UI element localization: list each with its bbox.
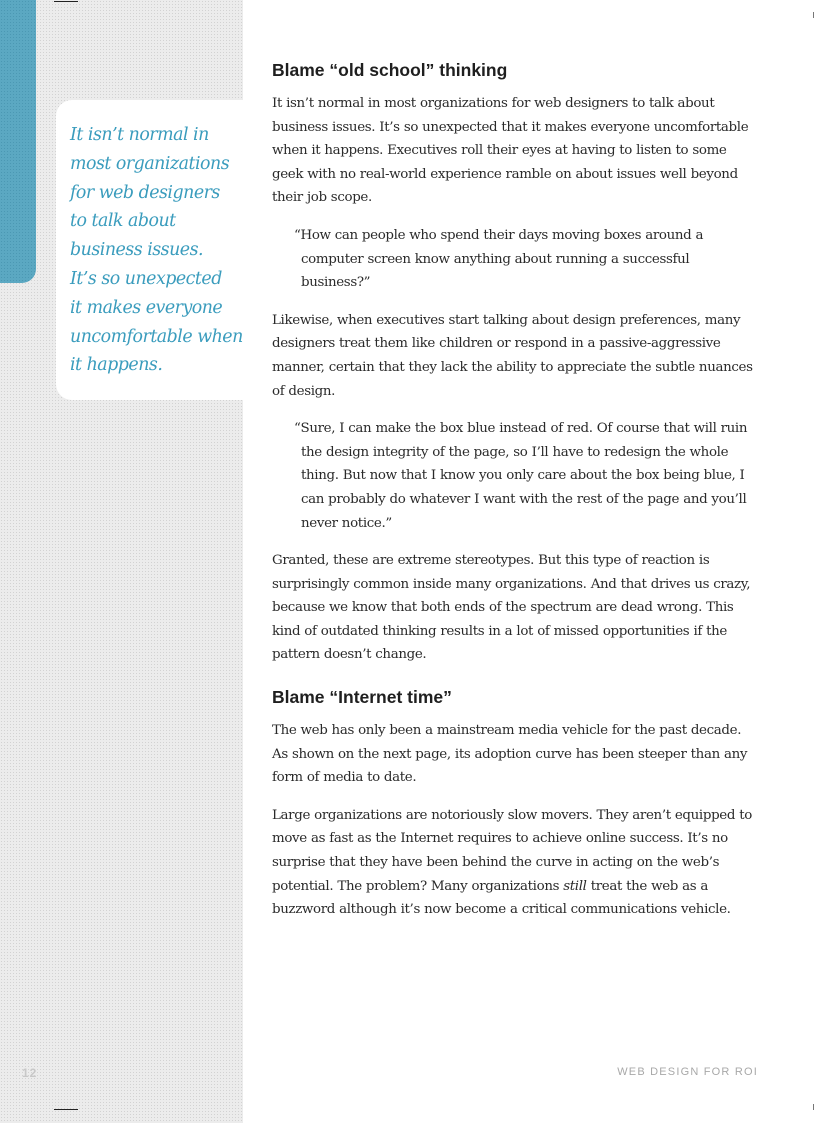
page-number: 12 [22, 1066, 38, 1080]
block-quote: “How can people who spend their days moving boxes around a computer screen know anything about running a successful business?” [294, 227, 704, 291]
pull-quote-line: It’s so unexpected [70, 268, 222, 289]
paragraph [272, 804, 756, 922]
section-heading-old-school: Blame “old school” thinking [272, 60, 508, 80]
crop-mark-bottom [54, 1109, 78, 1110]
pull-quote-line: business issues. [70, 240, 204, 261]
paragraph: It isn’t normal in most organizations for web designers to talk about business issues. It’s so unexpected that it makes everyone uncomfortable when it happens. Executives roll their eyes at having to listen to some geek with no real-world experience ramble on about issues well beyond their job scope. [272, 96, 749, 206]
pull-quote-line: for web designers [70, 182, 220, 203]
pull-quote-line: it happens. [70, 355, 163, 376]
pull-quote-line: uncomfortable when [70, 326, 243, 347]
crop-mark-top [54, 1, 78, 2]
section-heading-internet-time: Blame “Internet time” [272, 687, 452, 708]
trim-mark-top [813, 12, 814, 18]
main-column [272, 58, 756, 936]
paragraph: The web has only been a mainstream media vehicle for the past decade. As shown on the next page, its adoption curve has been steeper than any form of media to date. [272, 723, 748, 786]
chapter-tab [0, 0, 36, 283]
trim-mark-bottom [813, 1104, 814, 1110]
emphasis-text: still [563, 878, 587, 894]
block-quote: “Sure, I can make the box blue instead of red. Of course that will ruin the design integrity of the page, so I’ll have to redesign the whole thing. But now that I know you only care about the box being blue, I can probably do whatever I want with the rest of the page and you’ll never notice.” [294, 421, 748, 531]
paragraph-text: treat the web as a buzzword although it’s now become a critical communications vehicle. [272, 878, 731, 918]
paragraph: Granted, these are extreme stereotypes. But this type of reaction is surprisingly common inside many organizations. And that drives us crazy, because we know that both ends of the spectrum are dead wrong. This kind of outdated thinking results in a lot of missed opportunities if the pattern doesn’t change. [272, 553, 751, 663]
paragraph: Likewise, when executives start talking about design preferences, many designers treat them like children or respond in a passive-aggressive manner, certain that they lack the ability to appreciate the subtle nuances of design. [272, 312, 753, 399]
running-head: WEB DESIGN FOR ROI [617, 1066, 758, 1078]
paragraph-text: Large organizations are notoriously slow movers. They aren’t equipped to move as fast as the Internet requires to achieve online success. It’s no surprise that they have been behind the curve in acting on the web’s potential. The problem? Many organizations [272, 807, 752, 894]
pull-quote-line: most organizations [70, 153, 230, 174]
pull-quote [70, 121, 243, 380]
pull-quote-line: It isn’t normal in [70, 125, 209, 145]
pull-quote-line: to talk about [70, 211, 176, 232]
pull-quote-line: it makes everyone [70, 297, 223, 318]
